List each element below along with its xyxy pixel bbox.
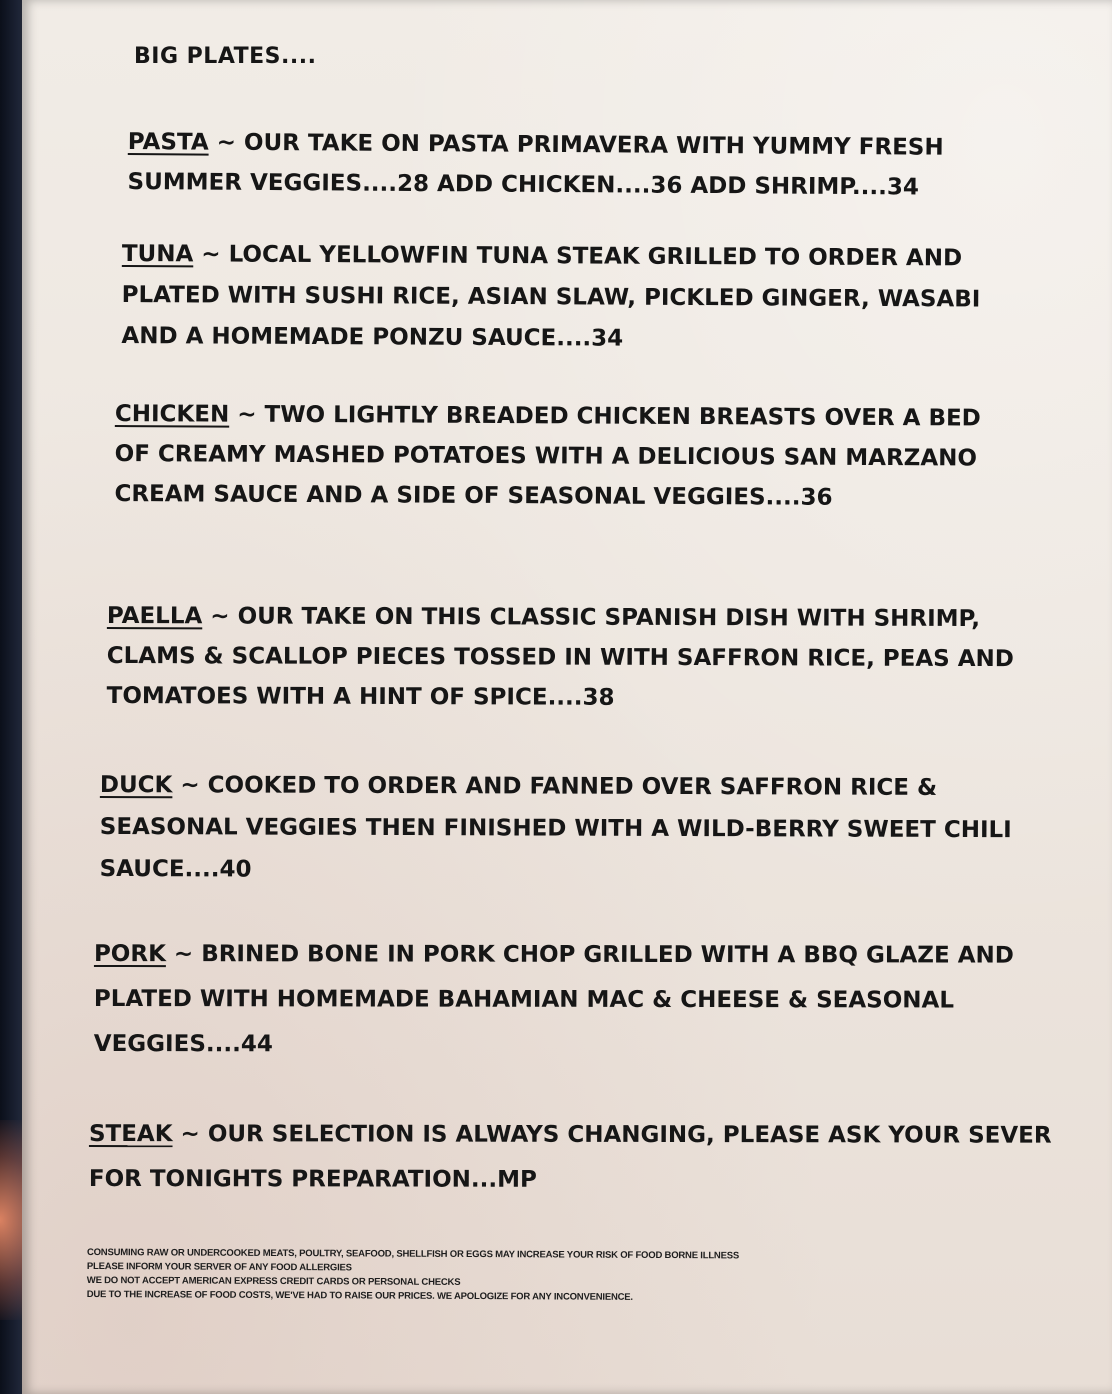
menu-item-name: DUCK [99, 771, 173, 799]
menu-item-name: PAELLA [106, 602, 203, 630]
menu-item-tuna [121, 234, 1002, 362]
menu-item-description: ~ BRINED BONE IN PORK CHOP GRILLED WITH A BBQ GLAZE AND PLATED WITH HOMEMADE BAHAMIAN MAC & CHEESE & SEASONAL VEGGIES....44 [93, 941, 1014, 1058]
menu-item-description: ~ OUR TAKE ON THIS CLASSIC SPANISH DISH WITH SHRIMP, CLAMS & SCALLOP PIECES TOSSED IN WITH SAFFRON RICE, PEAS AND TOMATOES WITH A HINT OF SPICE....38 [106, 603, 1014, 711]
menu-item-pasta [127, 122, 1018, 208]
menu-item-description: ~ OUR SELECTION IS ALWAYS CHANGING, PLEASE ASK YOUR SEVER FOR TONIGHTS PREPARATION...MP [88, 1121, 1052, 1193]
disclaimer-line: CONSUMING RAW OR UNDERCOOKED MEATS, POULTRY, SEAFOOD, SHELLFISH OR EGGS MAY INCREASE YOUR RISK OF FOOD BORNE ILLNESS [86, 1247, 740, 1262]
menu-disclaimer [87, 1246, 787, 1306]
menu-item-name: CHICKEN [114, 400, 230, 428]
menu-title: BIG PLATES.... [134, 44, 317, 69]
disclaimer-line: PLEASE INFORM YOUR SERVER OF ANY FOOD ALLERGIES [86, 1260, 352, 1274]
disclaimer-line: DUE TO THE INCREASE OF FOOD COSTS, WE'VE HAD TO RAISE OUR PRICES. WE APOLOGIZE FOR ANY INCONVENIENCE. [86, 1288, 633, 1303]
menu-item-description: ~ TWO LIGHTLY BREADED CHICKEN BREASTS OVER A BED OF CREAMY MASHED POTATOES WITH A DELICIOUS SAN MARZANO CREAM SAUCE AND A SIDE OF SEASONAL VEGGIES....36 [114, 401, 981, 511]
menu-item-name: PORK [93, 941, 166, 968]
menu-item-paella [107, 596, 1027, 719]
menu-page [22, 0, 1112, 1394]
menu-item-name: PASTA [127, 128, 209, 156]
menu-item-pork [94, 932, 1074, 1069]
menu-item-name: TUNA [121, 240, 194, 268]
menu-item-description: ~ OUR TAKE ON PASTA PRIMAVERA WITH YUMMY FRESH SUMMER VEGGIES....28 ADD CHICKEN....36 ADD SHRIMP....34 [127, 129, 944, 201]
menu-item-description: ~ LOCAL YELLOWFIN TUNA STEAK GRILLED TO ORDER AND PLATED WITH SUSHI RICE, ASIAN SLAW, PICKLED GINGER, WASABI AND A HOMEMADE PONZU SAUCE....34 [121, 241, 981, 352]
menu-item-chicken [114, 394, 1015, 519]
menu-item-description: ~ COOKED TO ORDER AND FANNED OVER SAFFRON RICE & SEASONAL VEGGIES THEN FINISHED WITH A WILD-BERRY SWEET CHILI SAUCE....40 [99, 772, 1012, 883]
menu-item-steak [89, 1112, 1059, 1204]
menu-item-name: STEAK [88, 1121, 173, 1148]
disclaimer-line: WE DO NOT ACCEPT AMERICAN EXPRESS CREDIT CARDS OR PERSONAL CHECKS [86, 1274, 461, 1288]
menu-item-duck [100, 764, 1060, 893]
